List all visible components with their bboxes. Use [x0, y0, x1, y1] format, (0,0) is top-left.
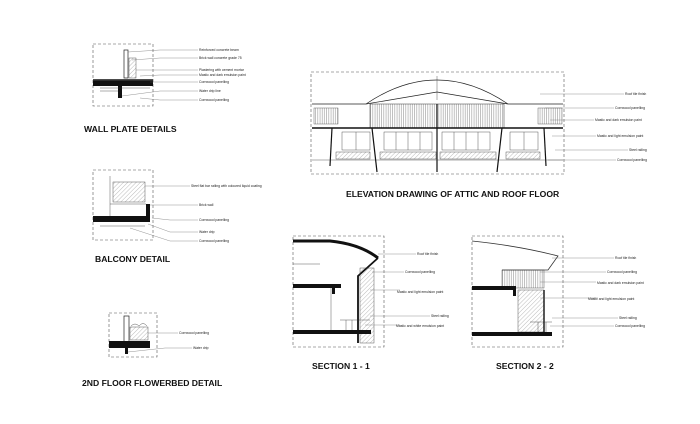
balcony-title: BALCONY DETAIL	[95, 254, 171, 264]
elevation-note-5: Steel railing	[629, 148, 647, 152]
section-2-floor-lower	[472, 332, 552, 336]
section-2-note-2: Cornwood panelling	[607, 270, 637, 274]
elevation-note-6: Cornwood panelling	[617, 158, 647, 162]
elevation-title: ELEVATION DRAWING OF ATTIC AND ROOF FLOOR	[346, 189, 560, 199]
elevation-left-wing	[314, 108, 338, 124]
section-1-1	[293, 236, 449, 371]
wall-plate-note-2: Brick wall concrete grade 75	[199, 56, 242, 60]
wall-plate-note-3: Plastering with cement mortar	[199, 68, 244, 72]
section-1-note-5: Mastic and white emulsion paint	[396, 324, 445, 328]
flowerbed-slab	[109, 341, 150, 348]
wall-plate-note-5: Cornwood panelling	[199, 80, 229, 84]
section-1-note-4: Steel railing	[431, 314, 449, 318]
section-2-note-1: Roof tile finish	[615, 256, 637, 260]
flowerbed-wall	[124, 316, 129, 342]
flowerbed-soil	[130, 327, 148, 340]
section-1-note-3: Mastic and light emulsion paint	[397, 290, 444, 294]
flowerbed-title: 2ND FLOOR FLOWERBED DETAIL	[82, 378, 223, 388]
section-1-floor-lower	[293, 330, 371, 334]
section-1-note-2: Cornwood panelling	[405, 270, 435, 274]
elevation-note-3: Mastic and dark emulsion paint	[595, 118, 642, 122]
flowerbed-plant	[131, 324, 147, 327]
flowerbed-detail	[82, 313, 222, 388]
wall-plate-note-7: Cornwood panelling	[199, 98, 229, 102]
wall-plate-detail	[84, 44, 246, 134]
wall-plate-column	[124, 50, 128, 78]
elevation-right-wing	[538, 108, 562, 124]
flowerbed-note-1: Cornwood panelling	[179, 331, 209, 335]
elevation-note-2: Cornwood panelling	[615, 106, 645, 110]
balcony-slab	[93, 216, 150, 222]
balcony-note-4: Water drip	[199, 230, 215, 234]
wall-plate-title: WALL PLATE DETAILS	[84, 124, 177, 134]
balcony-railing	[113, 182, 145, 202]
balcony-note-2: Brick wall	[199, 203, 214, 207]
section-2-note-5: Steel railing	[619, 316, 637, 320]
wall-plate-note-1: Reinforced concrete beam	[199, 48, 239, 52]
section-2-note-6: Cornwood panelling	[615, 324, 645, 328]
elevation-note-1: Roof tile finish	[625, 92, 647, 96]
wall-plate-note-6: Water drip line	[199, 89, 221, 93]
balcony-note-1	[191, 184, 262, 188]
flowerbed-note-2: Water drip	[193, 346, 209, 350]
balcony-note-1-line: Steel flat bar railing with coloured liquid coating	[191, 184, 262, 188]
section-2-panelling	[502, 270, 544, 288]
balcony-frame	[93, 170, 153, 240]
section-1-note-1: Roof tile finish	[417, 252, 439, 256]
elevation-note-4: Mastic and light emulsion paint	[597, 134, 644, 138]
section-2-note-3: Mastic and dark emulsion paint	[597, 281, 644, 285]
section-2-floor-upper	[472, 286, 516, 290]
balcony-upstand	[146, 204, 150, 216]
wall-plate-frame	[93, 44, 153, 106]
section-2-roof	[472, 241, 558, 270]
elevation-windows	[342, 132, 538, 150]
section-2-note-4: Mastic and light emulsion paint	[588, 297, 635, 301]
section-2-title: SECTION 2 - 2	[496, 361, 554, 371]
balcony-note-5: Cornwood panelling	[199, 239, 229, 243]
elevation-railings	[336, 152, 540, 159]
wall-plate-note-4: Mastic and dark emulsion paint	[199, 73, 246, 77]
wall-plate-brick	[129, 58, 136, 78]
section-2-wall	[518, 290, 544, 332]
balcony-note-3: Cornwood panelling	[199, 218, 229, 222]
elevation-drawing	[311, 72, 647, 199]
section-2-2	[472, 236, 645, 371]
balcony-detail	[93, 170, 262, 264]
section-1-roof	[293, 241, 378, 258]
section-1-title: SECTION 1 - 1	[312, 361, 370, 371]
